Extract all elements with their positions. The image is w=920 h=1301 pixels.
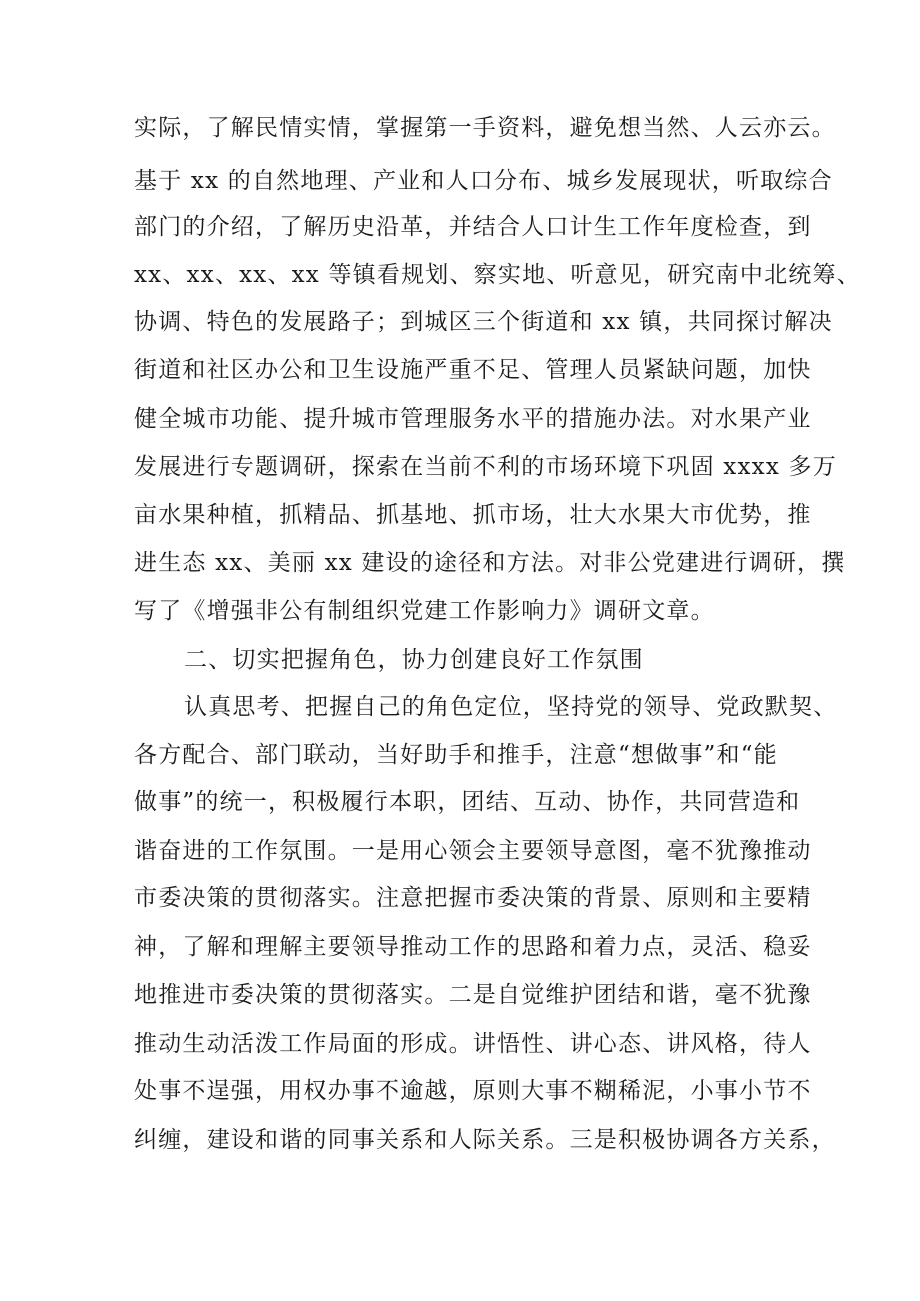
paragraph-line: 健全城市功能、提升城市管理服务水平的措施办法。对水果产业	[134, 406, 812, 432]
paragraph-line: 实际，了解民情实情，掌握第一手资料，避免想当然、人云亦云。	[134, 115, 836, 141]
paragraph-line: 推动生动活泼工作局面的形成。讲悟性、讲心态、讲风格，待人	[134, 1031, 812, 1057]
paragraph-line: 谐奋进的工作氛围。一是用心领会主要领导意图，毫不犹豫推动	[134, 838, 812, 864]
section-heading: 二、切实把握角色，协力创建良好工作氛围	[184, 647, 644, 673]
paragraph-line: 各方配合、部门联动，当好助手和推手，注意“想做事”和“能	[134, 742, 778, 768]
paragraph-line: 写了《增强非公有制组织党建工作影响力》调研文章。	[134, 598, 715, 624]
paragraph-line: 处事不逞强，用权办事不逾越，原则大事不糊稀泥，小事小节不	[134, 1078, 812, 1104]
paragraph-line: 进生态 xx、美丽 xx 建设的途径和方法。对非公党建进行调研，撰	[134, 550, 846, 576]
paragraph-line: 协调、特色的发展路子；到城区三个街道和 xx 镇，共同探讨解决	[134, 309, 833, 335]
paragraph-line: 认真思考、把握自己的角色定位，坚持党的领导、党政默契、	[184, 694, 838, 720]
paragraph-line: 做事”的统一，积极履行本职，团结、互动、协作，共同营造和	[134, 789, 801, 815]
paragraph-line: 发展进行专题调研，探索在当前不利的市场环境下巩固 xxxx 多万	[134, 454, 837, 480]
paragraph-line: 纠缠，建设和谐的同事关系和人际关系。三是积极协调各方关系，	[134, 1127, 836, 1153]
paragraph-line: 基于 xx 的自然地理、产业和人口分布、城乡发展现状，听取综合	[134, 168, 833, 194]
paragraph-line: 市委决策的贯彻落实。注意把握市委决策的背景、原则和主要精	[134, 885, 812, 911]
paragraph-line: 神，了解和理解主要领导推动工作的思路和着力点，灵活、稳妥	[134, 934, 812, 960]
paragraph-line: xx、xx、xx、xx 等镇看规划、察实地、听意见，研究南中北统筹、	[134, 262, 861, 288]
paragraph-line: 地推进市委决策的贯彻落实。二是自觉维护团结和谐，毫不犹豫	[134, 982, 812, 1008]
paragraph-line: 部门的介绍，了解历史沿革，并结合人口计生工作年度检查，到	[134, 214, 812, 240]
paragraph-line: 亩水果种植，抓精品、抓基地、抓市场，壮大水果大市优势，推	[134, 502, 812, 528]
paragraph-line: 街道和社区办公和卫生设施严重不足、管理人员紧缺问题，加快	[134, 357, 812, 383]
